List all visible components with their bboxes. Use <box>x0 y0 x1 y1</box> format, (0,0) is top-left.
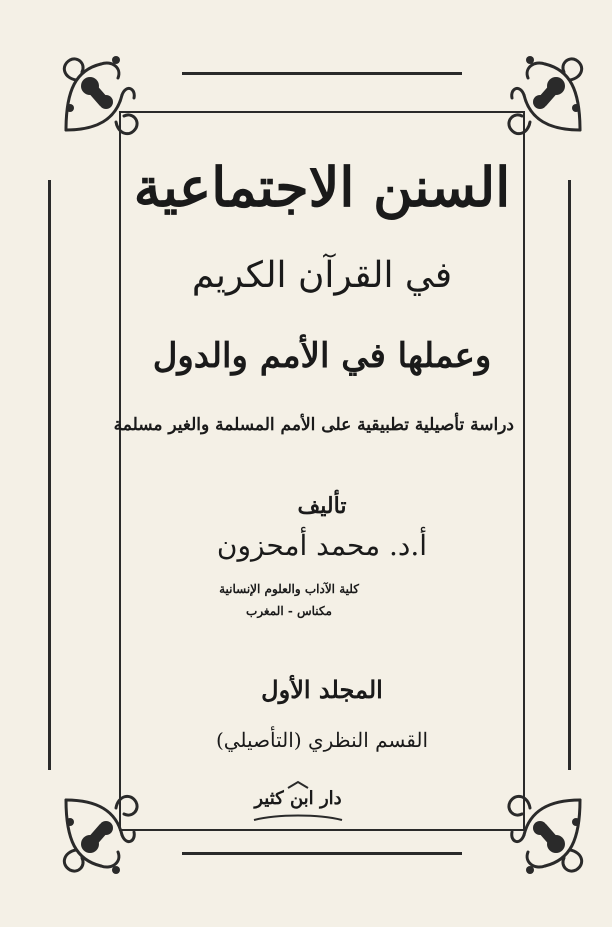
book-subtitle-2: وعملها في الأمم والدول <box>152 336 492 376</box>
right-rule <box>568 180 571 770</box>
floral-corner-ornament-icon <box>56 50 146 140</box>
author-name: أ.د. محمد أمحزون <box>216 529 428 562</box>
publisher-name: دار ابن كثير <box>254 788 342 809</box>
floral-corner-ornament-icon <box>56 790 146 880</box>
top-rule <box>182 72 462 75</box>
book-subtitle-1: في القرآن الكريم <box>191 255 453 296</box>
left-rule <box>48 180 51 770</box>
bottom-rule <box>182 852 462 855</box>
volume-label: المجلد الأول <box>261 675 383 704</box>
book-title: السنن الاجتماعية <box>133 155 511 219</box>
floral-corner-ornament-icon <box>500 50 590 140</box>
section-label: القسم النظري (التأصيلي) <box>215 728 429 752</box>
publisher-logo-icon <box>248 780 348 826</box>
floral-corner-ornament-icon <box>500 790 590 880</box>
author-location: مكناس - المغرب <box>246 604 332 618</box>
book-description: دراسة تأصيلية تطبيقية على الأمم المسلمة والغير مسلمة <box>113 415 514 435</box>
author-affiliation: كلية الآداب والعلوم الإنسانية <box>219 582 359 596</box>
author-label: تأليف <box>297 493 347 519</box>
